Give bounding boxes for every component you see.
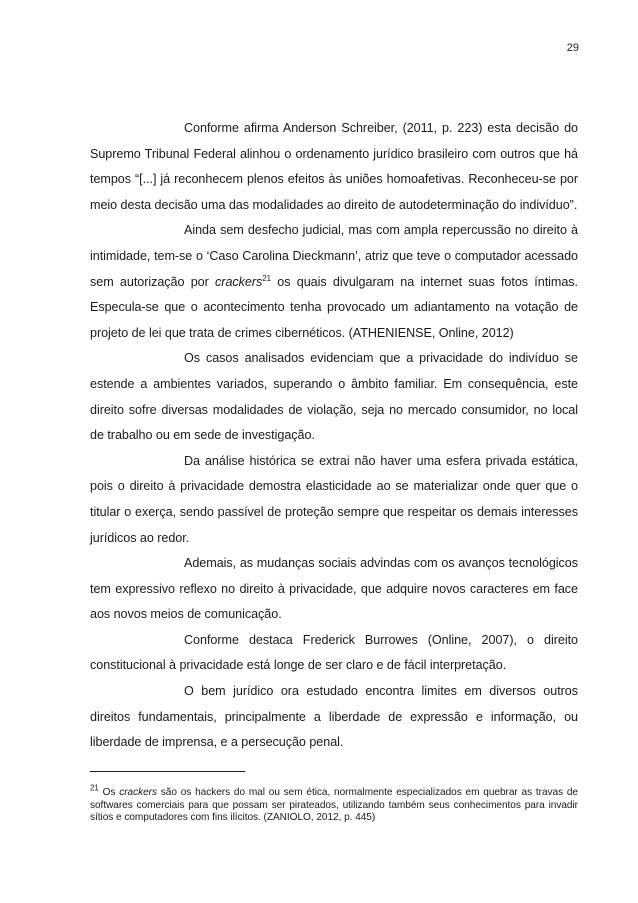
crackers-term: crackers xyxy=(215,274,263,289)
footnote-number: 21 xyxy=(90,783,99,793)
paragraph-bem-juridico xyxy=(90,679,578,756)
footnote-reference[interactable]: 21 xyxy=(262,273,272,283)
paragraph-casos xyxy=(90,346,578,448)
paragraph-text: O bem jurídico ora estudado encontra limites em diversos outros direitos fundamentais, principalmente a liberdade de expressão e informação, ou liberdade de imprensa, e a persecução penal. xyxy=(90,684,578,750)
paragraph-schreiber xyxy=(90,116,578,218)
footnote-divider xyxy=(90,771,245,772)
paragraph-burrowes xyxy=(90,628,578,679)
footnote-lead: Os xyxy=(98,787,120,798)
paragraph-dieckmann xyxy=(90,218,578,346)
paragraph-text: os quais divulgaram na internet suas fotos íntimas. Especula-se que o acontecimento tenha provocado um adiantamento na votação de projeto de lei que trata de crimes cibernéticos. (ATHENIENSE, Online, 2012) xyxy=(90,274,578,340)
paragraph-text: Ademais, as mudanças sociais advindas com os avanços tecnológicos tem expressivo reflexo no direito à privacidade, que adquire novos caracteres em face aos novos meios de comunicação. xyxy=(90,556,578,622)
paragraph-analise xyxy=(90,449,578,551)
body-text xyxy=(90,116,578,756)
paragraph-text: Conforme afirma Anderson Schreiber, (2011, p. 223) esta decisão do Supremo Tribunal Federal alinhou o ordenamento jurídico brasileiro com outros que há tempos “[...] já reconhecem plenos efeitos às uniões homoafetivas. Reconheceu-se por meio desta decisão uma das modalidades ao direito de autodeterminação do indivíduo”. xyxy=(90,121,578,212)
footnote-text: são os hackers do mal ou sem ética, normalmente especializados em quebrar as travas de softwares comerciais para que possam ser pirateados, utilizando também seus conhecimentos para invadir sítios e computadores com fins ilícitos. (ZANIOLO, 2012, p. 445) xyxy=(90,787,578,824)
page-number: 29 xyxy=(566,42,579,54)
footnote-crackers-term: crackers xyxy=(119,787,157,798)
paragraph-text: Da análise histórica se extrai não haver uma esfera privada estática, pois o direito à privacidade demostra elasticidade ao se materializar onde quer que o titular o exerça, sendo passível de proteção sempre que respeitar os demais interesses jurídicos ao redor. xyxy=(90,453,578,545)
footnote xyxy=(90,783,578,825)
paragraph-text: Conforme destaca Frederick Burrowes (Online, 2007), o direito constitucional à privacidade está longe de ser claro e de fácil interpretação. xyxy=(90,632,578,673)
paragraph-ademais xyxy=(90,551,578,628)
paragraph-text: Os casos analisados evidenciam que a privacidade do indivíduo se estende a ambientes variados, superando o âmbito familiar. Em consequência, este direito sofre diversas modalidades de violação, seja no mercado consumidor, no local de trabalho ou em sede de investigação. xyxy=(90,351,578,443)
paragraph-text: Ainda sem desfecho judicial, mas com ampla repercussão no direito à intimidade, tem-se o ‘Caso Carolina Dieckmann’, atriz que teve o computador acessado sem autorização por xyxy=(90,223,578,289)
